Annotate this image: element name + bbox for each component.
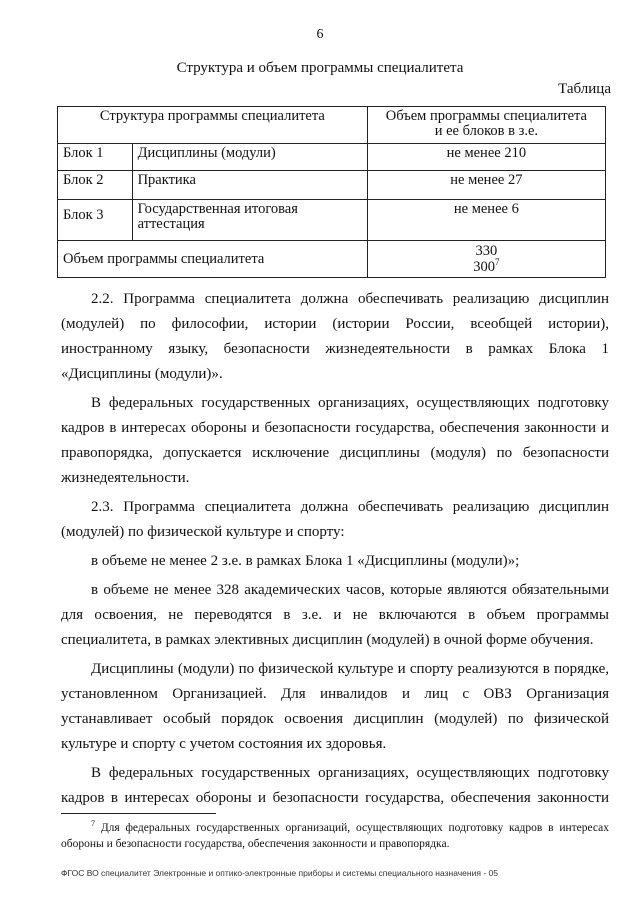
paragraph-2-3: 2.3. Программа специалитета должна обеспечивать реализацию дисциплин (модулей) по физической культуре и спорту:	[61, 499, 609, 540]
paragraph-2-ze: в объеме не менее 2 з.е. в рамках Блока 1 «Дисциплины (модули)»;	[91, 553, 520, 569]
program-structure-table	[57, 106, 606, 278]
paragraph-federal-orgs: В федеральных государственных организациях, осуществляющих подготовку кадров в интересах обороны и безопасности государства, обеспечения законности и правопорядка, допускается исключение дисциплины (модуля) по безопасности жизнедеятельности.	[61, 395, 609, 486]
block-name-cell: Дисциплины (модули)	[132, 144, 367, 171]
table-header-row	[58, 107, 606, 144]
page-number: 6	[316, 27, 324, 42]
page-title: Структура и объем программы специалитета	[176, 60, 464, 76]
header-volume	[367, 107, 605, 144]
footnote	[61, 820, 609, 852]
paragraph-federal-orgs-2: В федеральных государственных организациях, осуществляющих подготовку кадров в интересах обороны и безопасности государства, обеспечения законности	[61, 765, 609, 806]
header-volume-line2: и ее блоков в з.е.	[434, 123, 539, 139]
total-label-cell: Объем программы специалитета	[58, 241, 368, 278]
header-volume-line1: Объем программы специалитета	[385, 108, 587, 124]
block-volume-cell: не менее 27	[367, 171, 605, 200]
table-row	[58, 200, 606, 241]
block-cell: Блок 2	[58, 171, 133, 200]
block-cell: Блок 1	[58, 144, 133, 171]
footnote-ref: 7	[494, 257, 500, 268]
footnote-text: Для федеральных государственных организаций, осуществляющих подготовку кадров в интересах обороны и безопасности государства, обеспечения законности и правопорядка.	[61, 822, 610, 850]
paragraph-pe-disciplines: Дисциплины (модули) по физической культуре и спорту реализуются в порядке, установленном Организацией. Для инвалидов и лиц с ОВЗ Организация устанавливает особый порядок освоения дисциплин (модулей) по физической культуре и спорту с учетом состояния их здоровья.	[61, 661, 609, 752]
total-value-cell	[367, 241, 605, 278]
table-caption: Таблица	[558, 81, 611, 97]
page-footer: ФГОС ВО специалитет Электронные и оптико-электронные приборы и системы специального назначения - 05	[61, 868, 498, 878]
block-volume-cell: не менее 210	[367, 144, 605, 171]
body-text	[61, 287, 609, 811]
footnote-separator	[61, 813, 216, 814]
block-name-cell: Государственная итоговая аттестация	[132, 200, 367, 241]
table-total-row	[58, 241, 606, 278]
footnote-mark: 7	[91, 819, 95, 829]
block-cell: Блок 3	[58, 200, 133, 241]
paragraph-2-2: 2.2. Программа специалитета должна обеспечивать реализацию дисциплин (модулей) по философии, истории (истории России, всеобщей истории), иностранному языку, безопасности жизнедеятельности в рамках Блока 1 «Дисциплины (модули)».	[61, 291, 609, 382]
total-value-1: 330	[475, 243, 498, 259]
paragraph-328-hours: в объеме не менее 328 академических часов, которые являются обязательными для освоения, не переводятся в з.е. и не включаются в объем программы специалитета, в рамках элективных дисциплин (модулей) в очной форме обучения.	[61, 582, 609, 648]
table-row	[58, 144, 606, 171]
block-name-cell: Практика	[132, 171, 367, 200]
block-volume-cell: не менее 6	[367, 200, 605, 241]
table-row	[58, 171, 606, 200]
header-structure: Структура программы специалитета	[58, 107, 368, 144]
total-value-2: 300	[473, 259, 495, 275]
